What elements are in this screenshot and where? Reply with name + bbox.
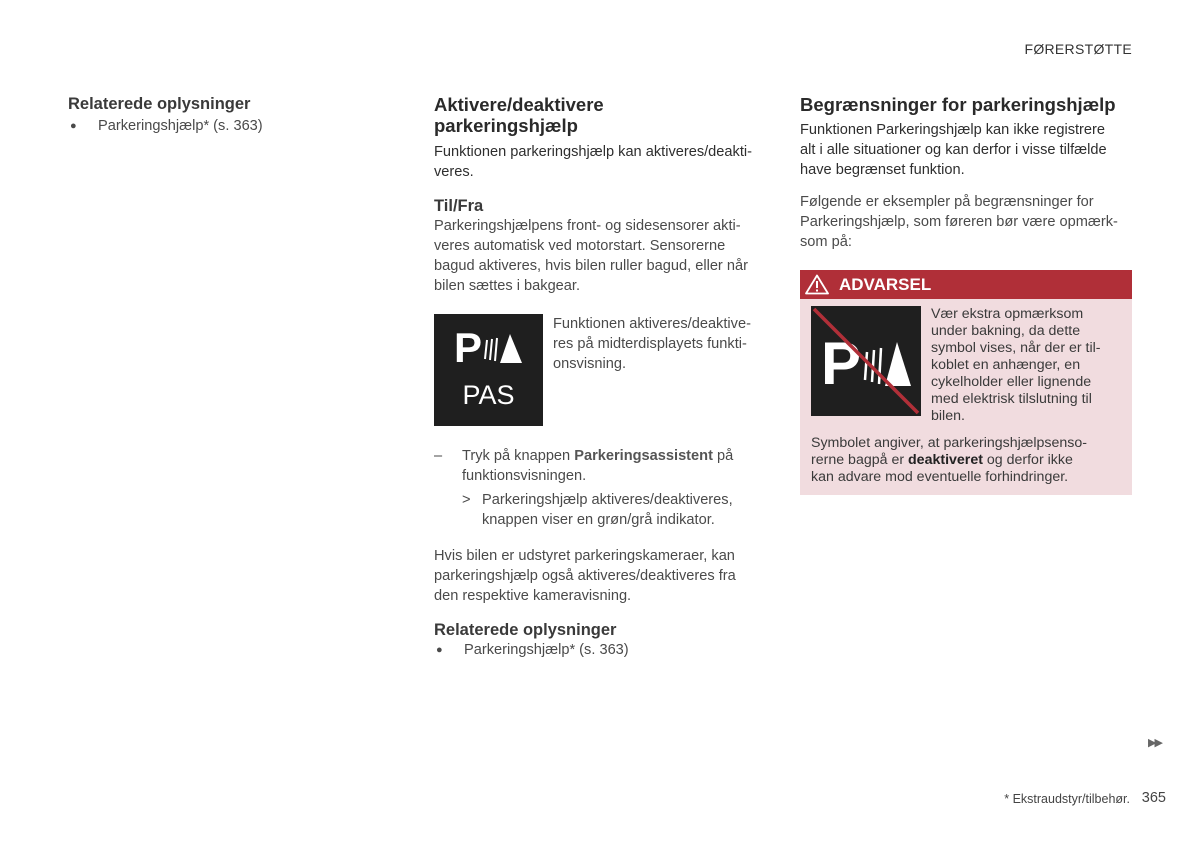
text-line: have begrænset funktion. — [800, 162, 965, 178]
footnote: * Ekstraudstyr/tilbehør. — [1004, 792, 1130, 806]
text-line: kan advare mod eventuelle forhindringer. — [811, 469, 1069, 485]
pas-figure — [434, 314, 769, 426]
parking-assistant-term: Parkeringsassistent — [574, 448, 713, 464]
related-link[interactable]: Parkeringshjælp* (s. 363) — [98, 118, 263, 134]
page-number: 365 — [1141, 790, 1166, 806]
svg-text:P: P — [821, 330, 862, 397]
parking-sensor-icon — [454, 326, 524, 376]
text-line: Følgende er eksempler på begrænsninger for — [800, 194, 1094, 210]
warning-triangle-icon — [805, 274, 829, 295]
text-line: Vær ekstra opmærksom — [931, 306, 1084, 322]
text-line: alt i alle situationer og kan derfor i visse tilfælde — [800, 142, 1107, 158]
column-related — [68, 94, 338, 136]
bullet-icon: ● — [70, 120, 77, 132]
warning-label: ADVARSEL — [839, 274, 932, 294]
activate-intro — [434, 142, 769, 182]
text-line: under bakning, da dette — [931, 323, 1081, 339]
text-line: den respektive kameravisning. — [434, 588, 632, 604]
text-line: Parkeringshjælp, som føreren bør være opmærk- — [800, 214, 1118, 230]
step-result — [462, 490, 769, 530]
step-text — [462, 446, 733, 486]
pas-label: PAS — [462, 380, 515, 410]
instruction-step — [434, 446, 769, 486]
text-fragment: Tryk på knappen — [462, 448, 575, 464]
deactivated-term: deaktiveret — [908, 452, 983, 468]
text-line: onsvisning. — [553, 356, 627, 372]
text-line: koblet en anhænger, en — [931, 357, 1081, 373]
camera-paragraph — [434, 546, 769, 606]
next-page-arrows-icon[interactable]: ▶▶ — [1148, 737, 1161, 749]
activate-title-line1: Aktivere/deaktivere — [434, 94, 604, 115]
text-line: Funktionen parkeringshjælp kan aktiveres/deakti- — [434, 144, 752, 160]
warning-footnote — [811, 435, 1122, 486]
text-line: Parkeringshjælp aktiveres/deaktiveres, — [482, 492, 733, 508]
svg-text:P: P — [454, 326, 483, 371]
related-link[interactable]: Parkeringshjælp* (s. 363) — [464, 642, 629, 658]
text-line: bagud aktiveres, hvis bilen ruller bagud, eller når — [434, 258, 748, 274]
warning-box — [800, 270, 1132, 495]
text-line: cykelholder eller lignende — [931, 374, 1092, 390]
text-line: bilen. — [931, 408, 965, 424]
text-line: Funktionen Parkeringshjælp kan ikke registrere — [800, 122, 1105, 138]
related-link-item[interactable] — [68, 116, 338, 136]
text-fragment: rerne bagpå er — [811, 452, 909, 468]
text-line: Funktionen aktiveres/deaktive- — [553, 316, 751, 332]
text-fragment: på — [712, 448, 734, 464]
limitations-paragraph — [800, 192, 1132, 252]
limitations-intro — [800, 120, 1132, 180]
text-line: Parkeringshjælpens front- og sidesensorer akti- — [434, 218, 741, 234]
activate-title-line2: parkeringshjælp — [434, 115, 578, 136]
bullet-icon: ● — [436, 644, 443, 656]
text-line: som på: — [800, 234, 852, 250]
warning-row — [811, 306, 1122, 425]
result-marker: > — [462, 492, 471, 508]
figure-caption — [553, 314, 751, 426]
related-heading: Relaterede oplysninger — [68, 95, 251, 113]
text-line: veres. — [434, 164, 474, 180]
section-header: FØRERSTØTTE — [1024, 41, 1132, 57]
text-line: symbol vises, når der er til- — [931, 340, 1101, 356]
text-line: parkeringshjælp også aktiveres/deaktiveres fra — [434, 568, 736, 584]
text-line: res på midterdisplayets funkti- — [553, 336, 747, 352]
text-line: knappen viser en grøn/grå indikator. — [482, 512, 715, 528]
activate-title — [434, 94, 769, 136]
step-dash: – — [434, 448, 443, 464]
on-off-paragraph — [434, 216, 769, 296]
parking-sensor-disabled-icon — [811, 306, 921, 416]
warning-body — [800, 299, 1132, 495]
text-line: funktionsvisningen. — [462, 468, 587, 484]
text-fragment: og derfor ikke — [982, 452, 1073, 468]
on-off-subheading: Til/Fra — [434, 197, 484, 215]
pas-button-image — [434, 314, 543, 426]
result-text — [482, 490, 733, 530]
related-heading: Relaterede oplysninger — [434, 621, 617, 639]
text-line: veres automatisk ved motorstart. Sensorerne — [434, 238, 726, 254]
warning-text — [931, 306, 1101, 425]
limitations-title: Begrænsninger for parkeringshjælp — [800, 94, 1116, 115]
text-line: med elektrisk tilslutning til — [931, 391, 1092, 407]
text-line: Hvis bilen er udstyret parkeringskameraer, kan — [434, 548, 735, 564]
column-activate — [434, 94, 769, 660]
text-line: Symbolet angiver, at parkeringshjælpsenso- — [811, 435, 1088, 451]
column-limitations — [800, 94, 1132, 495]
related-link-item[interactable] — [434, 640, 769, 660]
warning-header — [800, 270, 1132, 299]
text-line: bilen sættes i bakgear. — [434, 278, 581, 294]
